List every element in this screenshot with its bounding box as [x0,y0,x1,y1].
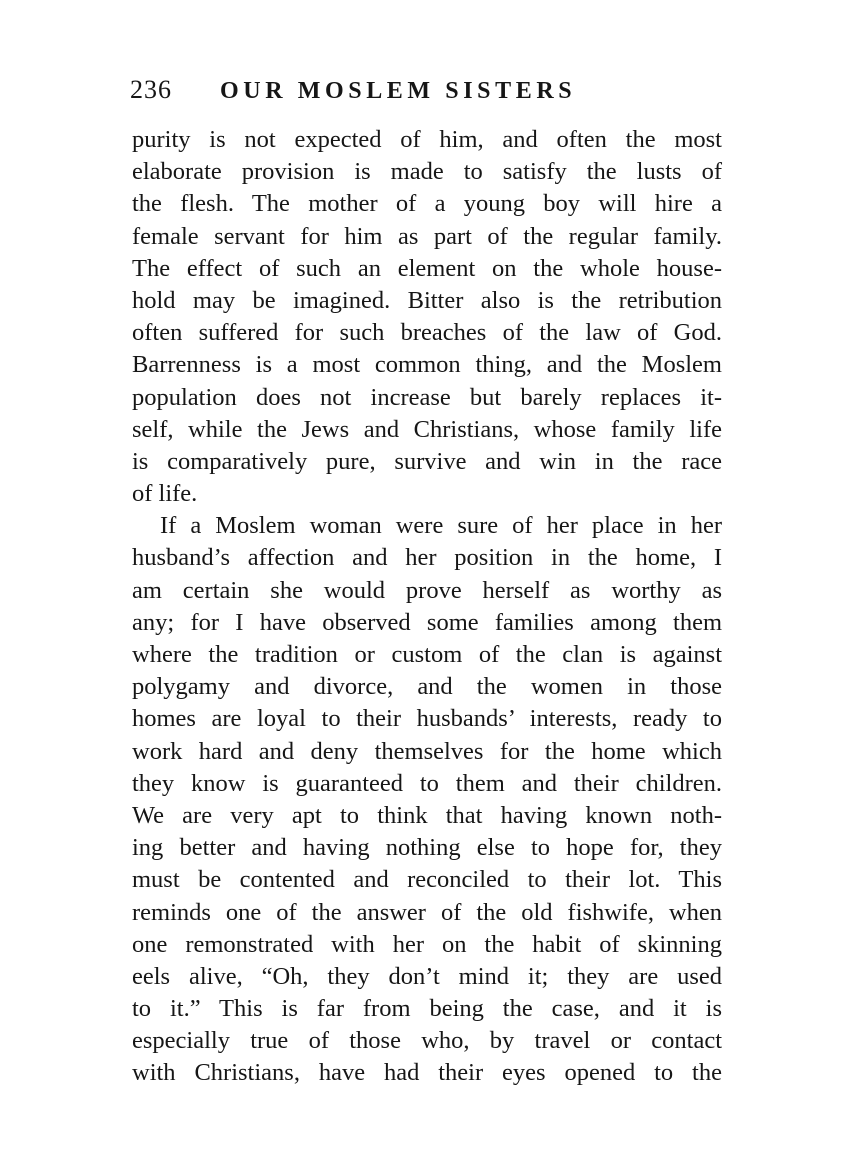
text-line: population does not increase but barely replaces it- [132,383,722,411]
text-line: husband’s affection and her position in the home, I [132,544,722,572]
text-line: homes are loyal to their husbands’ interests, ready to [132,705,722,733]
text-line: often suffered for such breaches of the law of God. [132,319,722,347]
text-line: reminds one of the answer of the old fishwife, when [132,898,722,926]
text-line: any; for I have observed some families among them [132,608,722,636]
text-line: female servant for him as part of the regular family. [132,222,722,250]
paragraph-2 [132,510,722,1089]
text-line: We are very apt to think that having known noth- [132,801,722,829]
text-line: hold may be imagined. Bitter also is the retribution [132,286,722,314]
text-line: The effect of such an element on the whole house- [132,254,722,282]
text-line: Barrenness is a most common thing, and the Moslem [132,351,722,379]
text-line: with Christians, have had their eyes opened to the [132,1059,722,1087]
text-line: where the tradition or custom of the clan is against [132,641,722,668]
text-line: polygamy and divorce, and the women in those [132,673,722,701]
text-line: self, while the Jews and Christians, whose family life [132,415,722,443]
running-title: OUR MOSLEM SISTERS [220,78,577,104]
running-head [130,70,730,110]
text-line: If a Moslem woman were sure of her place in her [160,512,722,540]
body-text [132,124,722,1090]
text-line: elaborate provision is made to satisfy the lusts of [132,158,722,186]
text-line: especially true of those who, by travel or contact [132,1027,722,1055]
text-line: ing better and having nothing else to hope for, they [132,834,722,862]
text-line: am certain she would prove herself as worthy as [132,576,722,604]
text-line: of life. [132,480,198,508]
page-number: 236 [130,75,172,104]
text-line: to it.” This is far from being the case, and it is [132,995,722,1023]
text-line: they know is guaranteed to them and their children. [132,769,722,797]
text-line: must be contented and reconciled to their lot. This [132,866,722,894]
text-line: is comparatively pure, survive and win in the race [132,447,722,475]
text-line: the flesh. The mother of a young boy will hire a [132,190,722,218]
paragraph-1 [132,124,722,510]
text-line: purity is not expected of him, and often the most [132,126,722,153]
text-line: work hard and deny themselves for the home which [132,737,722,765]
text-line: eels alive, “Oh, they don’t mind it; they are used [132,962,722,990]
text-line: one remonstrated with her on the habit of skinning [132,930,722,958]
